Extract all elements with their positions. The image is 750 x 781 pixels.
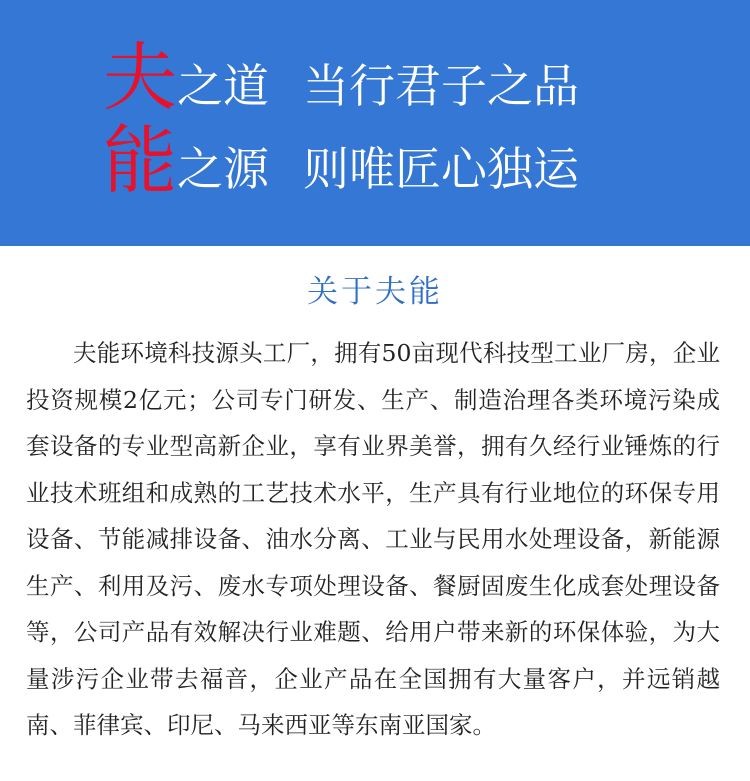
slogan-text-1a: 之道 (177, 59, 269, 113)
about-paragraph: 夫能环境科技源头工厂，拥有50亩现代科技型工业厂房，企业投资规模2亿元；公司专门研发、生产、制造治理各类环境污染成套设备的专业型高新企业，享有业界美誉，拥有久经行业锤炼的行业技术班组和成熟的工艺技术水平，生产具有行业地位的环保专用设备、节能减排设备、油水分离、工业与民用水处理设备，新能源生产、利用及污、废水专项处理设备、餐厨固废生化成套处理设备等，公司产品有效解决行业难题、给用户带来新的环保体验，为大量涉污企业带去福音，企业产品在全国拥有大量客户，并远销越南、菲律宾、印尼、马来西亚等东南亚国家。 (26, 339, 720, 739)
slogan-text-2b: 则唯匠心独运 (303, 142, 579, 196)
slogan-line-2 (103, 118, 579, 204)
slogan-text-1b: 当行君子之品 (303, 59, 579, 113)
slogan-text-2a: 之源 (177, 142, 269, 196)
slogan-accent-char-1: 夫 (103, 35, 177, 121)
header-banner (0, 0, 750, 246)
slogan-line-1 (103, 35, 579, 121)
section-title: 关于夫能 (307, 274, 443, 310)
slogan-accent-char-2: 能 (103, 118, 177, 204)
